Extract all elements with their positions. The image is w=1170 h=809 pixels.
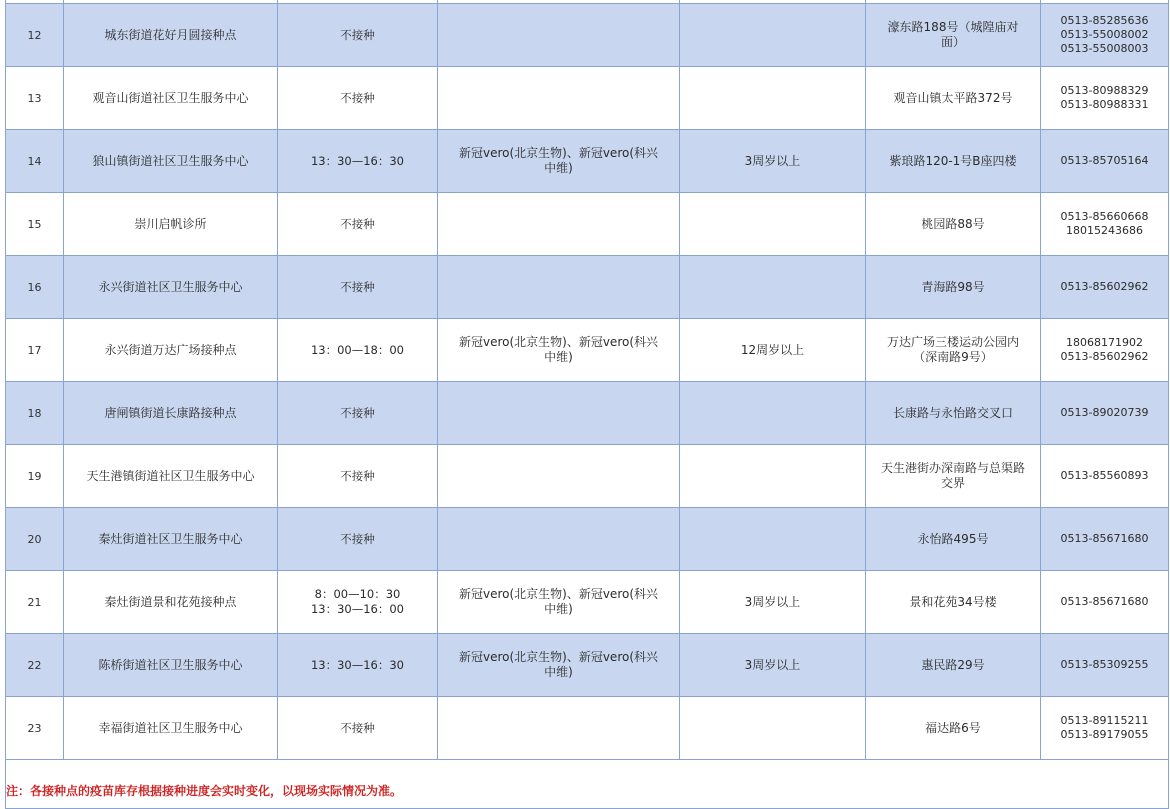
note-cell [6, 760, 1169, 809]
row-number: 14 [6, 130, 64, 193]
site-address: 濠东路188号（城隍庙对 面） [866, 4, 1041, 67]
vaccination-time: 13：30—16：30 [278, 130, 438, 193]
site-address: 天生港街办深南路与总渠路 交界 [866, 445, 1041, 508]
vaccine-type [438, 508, 680, 571]
row-number: 21 [6, 571, 64, 634]
row-number: 17 [6, 319, 64, 382]
contact-phone: 0513-85705164 [1041, 130, 1169, 193]
site-address: 景和花苑34号楼 [866, 571, 1041, 634]
vaccine-type [438, 67, 680, 130]
row-number: 23 [6, 697, 64, 760]
vaccination-sites-table [5, 0, 1169, 809]
contact-phone: 0513-85560893 [1041, 445, 1169, 508]
contact-phone: 0513-85285636 0513-55008002 0513-55008003 [1041, 4, 1169, 67]
row-number: 18 [6, 382, 64, 445]
vaccination-time: 不接种 [278, 256, 438, 319]
eligible-age [680, 193, 866, 256]
table-row [6, 571, 1169, 634]
contact-phone: 0513-85602962 [1041, 256, 1169, 319]
site-address: 青海路98号 [866, 256, 1041, 319]
vaccine-type: 新冠vero(北京生物)、新冠vero(科兴 中维) [438, 634, 680, 697]
table-note-row [6, 760, 1169, 809]
site-address: 万达广场三楼运动公园内 （深南路9号） [866, 319, 1041, 382]
table-row [6, 508, 1169, 571]
site-address: 紫琅路120-1号B座四楼 [866, 130, 1041, 193]
table-row [6, 256, 1169, 319]
vaccination-time: 不接种 [278, 193, 438, 256]
site-address: 福达路6号 [866, 697, 1041, 760]
site-name: 天生港镇街道社区卫生服务中心 [64, 445, 278, 508]
vaccine-type [438, 697, 680, 760]
contact-phone: 0513-80988329 0513-80988331 [1041, 67, 1169, 130]
site-name: 秦灶街道社区卫生服务中心 [64, 508, 278, 571]
vaccine-type: 新冠vero(北京生物)、新冠vero(科兴 中维) [438, 130, 680, 193]
contact-phone: 0513-85671680 [1041, 571, 1169, 634]
site-address: 永怡路495号 [866, 508, 1041, 571]
site-name: 唐闸镇街道长康路接种点 [64, 382, 278, 445]
vaccine-type [438, 193, 680, 256]
site-name: 永兴街道万达广场接种点 [64, 319, 278, 382]
vaccination-time: 不接种 [278, 697, 438, 760]
contact-phone: 0513-89115211 0513-89179055 [1041, 697, 1169, 760]
vaccination-time: 不接种 [278, 445, 438, 508]
site-name: 幸福街道社区卫生服务中心 [64, 697, 278, 760]
contact-phone: 18068171902 0513-85602962 [1041, 319, 1169, 382]
eligible-age [680, 697, 866, 760]
site-name: 崇川启帆诊所 [64, 193, 278, 256]
vaccine-type [438, 4, 680, 67]
contact-phone: 0513-89020739 [1041, 382, 1169, 445]
vaccination-time: 13：00—18：00 [278, 319, 438, 382]
eligible-age: 3周岁以上 [680, 571, 866, 634]
row-number: 20 [6, 508, 64, 571]
table-row [6, 4, 1169, 67]
eligible-age [680, 382, 866, 445]
contact-phone: 0513-85309255 [1041, 634, 1169, 697]
vaccination-time: 不接种 [278, 67, 438, 130]
vaccine-type: 新冠vero(北京生物)、新冠vero(科兴 中维) [438, 319, 680, 382]
eligible-age [680, 67, 866, 130]
eligible-age: 3周岁以上 [680, 130, 866, 193]
eligible-age [680, 508, 866, 571]
site-name: 秦灶街道景和花苑接种点 [64, 571, 278, 634]
contact-phone: 0513-85660668 18015243686 [1041, 193, 1169, 256]
eligible-age: 12周岁以上 [680, 319, 866, 382]
eligible-age [680, 256, 866, 319]
row-number: 12 [6, 4, 64, 67]
table-row [6, 634, 1169, 697]
contact-phone: 0513-85671680 [1041, 508, 1169, 571]
row-number: 19 [6, 445, 64, 508]
eligible-age: 3周岁以上 [680, 634, 866, 697]
eligible-age [680, 445, 866, 508]
row-number: 15 [6, 193, 64, 256]
row-number: 22 [6, 634, 64, 697]
table-row [6, 130, 1169, 193]
eligible-age [680, 4, 866, 67]
table-row [6, 445, 1169, 508]
vaccine-type: 新冠vero(北京生物)、新冠vero(科兴 中维) [438, 571, 680, 634]
site-address: 桃园路88号 [866, 193, 1041, 256]
stock-note: 注：各接种点的疫苗库存根据接种进度会实时变化，以现场实际情况为准。 [6, 784, 403, 798]
row-number: 16 [6, 256, 64, 319]
table-row [6, 193, 1169, 256]
vaccination-time: 不接种 [278, 4, 438, 67]
vaccine-type [438, 382, 680, 445]
vaccination-time: 不接种 [278, 508, 438, 571]
table-row [6, 382, 1169, 445]
site-address: 惠民路29号 [866, 634, 1041, 697]
table-row [6, 67, 1169, 130]
vaccination-time: 8：00—10：30 13：30—16：00 [278, 571, 438, 634]
table-body [6, 0, 1169, 760]
site-address: 观音山镇太平路372号 [866, 67, 1041, 130]
vaccination-time: 13：30—16：30 [278, 634, 438, 697]
table-row [6, 697, 1169, 760]
vaccine-type [438, 445, 680, 508]
table-row [6, 319, 1169, 382]
row-number: 13 [6, 67, 64, 130]
site-name: 狼山镇街道社区卫生服务中心 [64, 130, 278, 193]
site-address: 长康路与永怡路交叉口 [866, 382, 1041, 445]
site-name: 永兴街道社区卫生服务中心 [64, 256, 278, 319]
vaccine-type [438, 256, 680, 319]
site-name: 城东街道花好月圆接种点 [64, 4, 278, 67]
site-name: 观音山街道社区卫生服务中心 [64, 67, 278, 130]
site-name: 陈桥街道社区卫生服务中心 [64, 634, 278, 697]
vaccination-time: 不接种 [278, 382, 438, 445]
